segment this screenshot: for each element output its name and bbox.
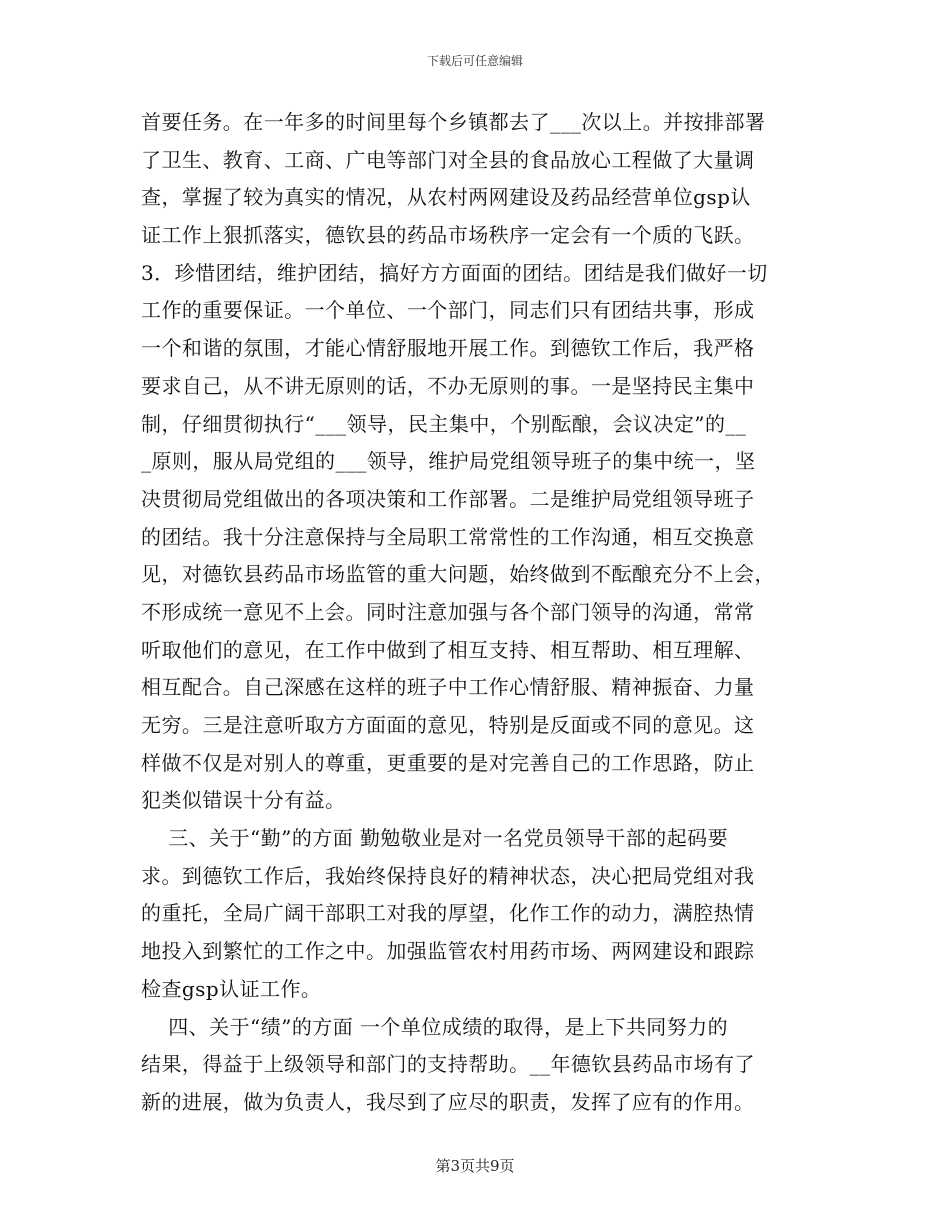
text-line: 无穷。三是注意听取方方面面的意见，特别是反面或不同的意见。这 [141,713,755,737]
text-line: 三、关于“勤”的方面 勤勉敬业是对一名党员领导干部的起码要 [141,826,729,851]
text-line: 证工作上狠抓落实，德钦县的药品市场秩序一定会有一个质的飞跃。 [141,223,755,248]
text-line: 听取他们的意见，在工作中做到了相互支持、相互帮助、相互理解、 [141,637,755,662]
text-line: 首要任务。在一年多的时间里每个乡镇都去了___次以上。并按排部署 [141,110,766,134]
text-line: 样做不仅是对别人的尊重，更重要的是对完善自己的工作思路，防止 [141,750,755,775]
text-line: 制，仔细贯彻执行“___领导，民主集中，个别酝酿，会议决定”的__ [141,411,747,436]
text-line: _原则，服从局党组的___领导，维护局党组领导班子的集中统一，坚 [141,449,756,474]
text-line: 见，对德钦县药品市场监管的重大问题，始终做到不酝酿充分不上会， [141,562,775,587]
text-line: 工作的重要保证。一个单位、一个部门，同志们只有团结共事，形成 [141,298,755,323]
text-line: 决贯彻局党组做出的各项决策和工作部署。二是维护局党组领导班子 [141,486,755,511]
text-line: 新的进展，做为负责人，我尽到了应尽的职责，发挥了应有的作用。 [141,1089,755,1114]
text-line: 检查gsp认证工作。 [141,976,322,1001]
page-footer: 第3页共9页 [435,1157,515,1175]
text-line: 了卫生、教育、工商、广电等部门对全县的食品放心工程做了大量调 [141,147,755,172]
text-line: 一个和谐的氛围，才能心情舒服地开展工作。到德钦工作后，我严格 [141,336,755,361]
text-line: 犯类似错误十分有益。 [141,788,346,813]
text-line: 相互配合。自己深感在这样的班子中工作心情舒服、精神振奋、力量 [141,675,755,700]
text-line: 的重托，全局广阔干部职工对我的厚望，化作工作的动力，满腔热情 [141,901,755,926]
page-header: 下载后可任意编辑 [426,54,523,68]
text-line: 结果，得益于上级领导和部门的支持帮助。__年德钦县药品市场有了 [141,1052,755,1077]
text-line: 地投入到繁忙的工作之中。加强监管农村用药市场、两网建设和跟踪 [141,939,755,964]
text-line: 的团结。我十分注意保持与全局职工常常性的工作沟通，相互交换意 [141,524,755,549]
text-line: 要求自己，从不讲无原则的话，不办无原则的事。一是坚持民主集中 [141,373,755,398]
document-body [141,104,813,1122]
text-line: 四、关于“绩”的方面 一个单位成绩的取得，是上下共同努力的 [141,1014,729,1039]
text-line: 求。到德钦工作后，我始终保持良好的精神状态，决心把局党组对我 [141,863,755,888]
text-line: 不形成统一意见不上会。同时注意加强与各个部门领导的沟通，常常 [141,599,755,624]
text-line: 3．珍惜团结，维护团结，搞好方方面面的团结。团结是我们做好一切 [141,260,768,285]
text-line: 查，掌握了较为真实的情况，从农村两网建设及药品经营单位gsp认 [141,185,751,210]
